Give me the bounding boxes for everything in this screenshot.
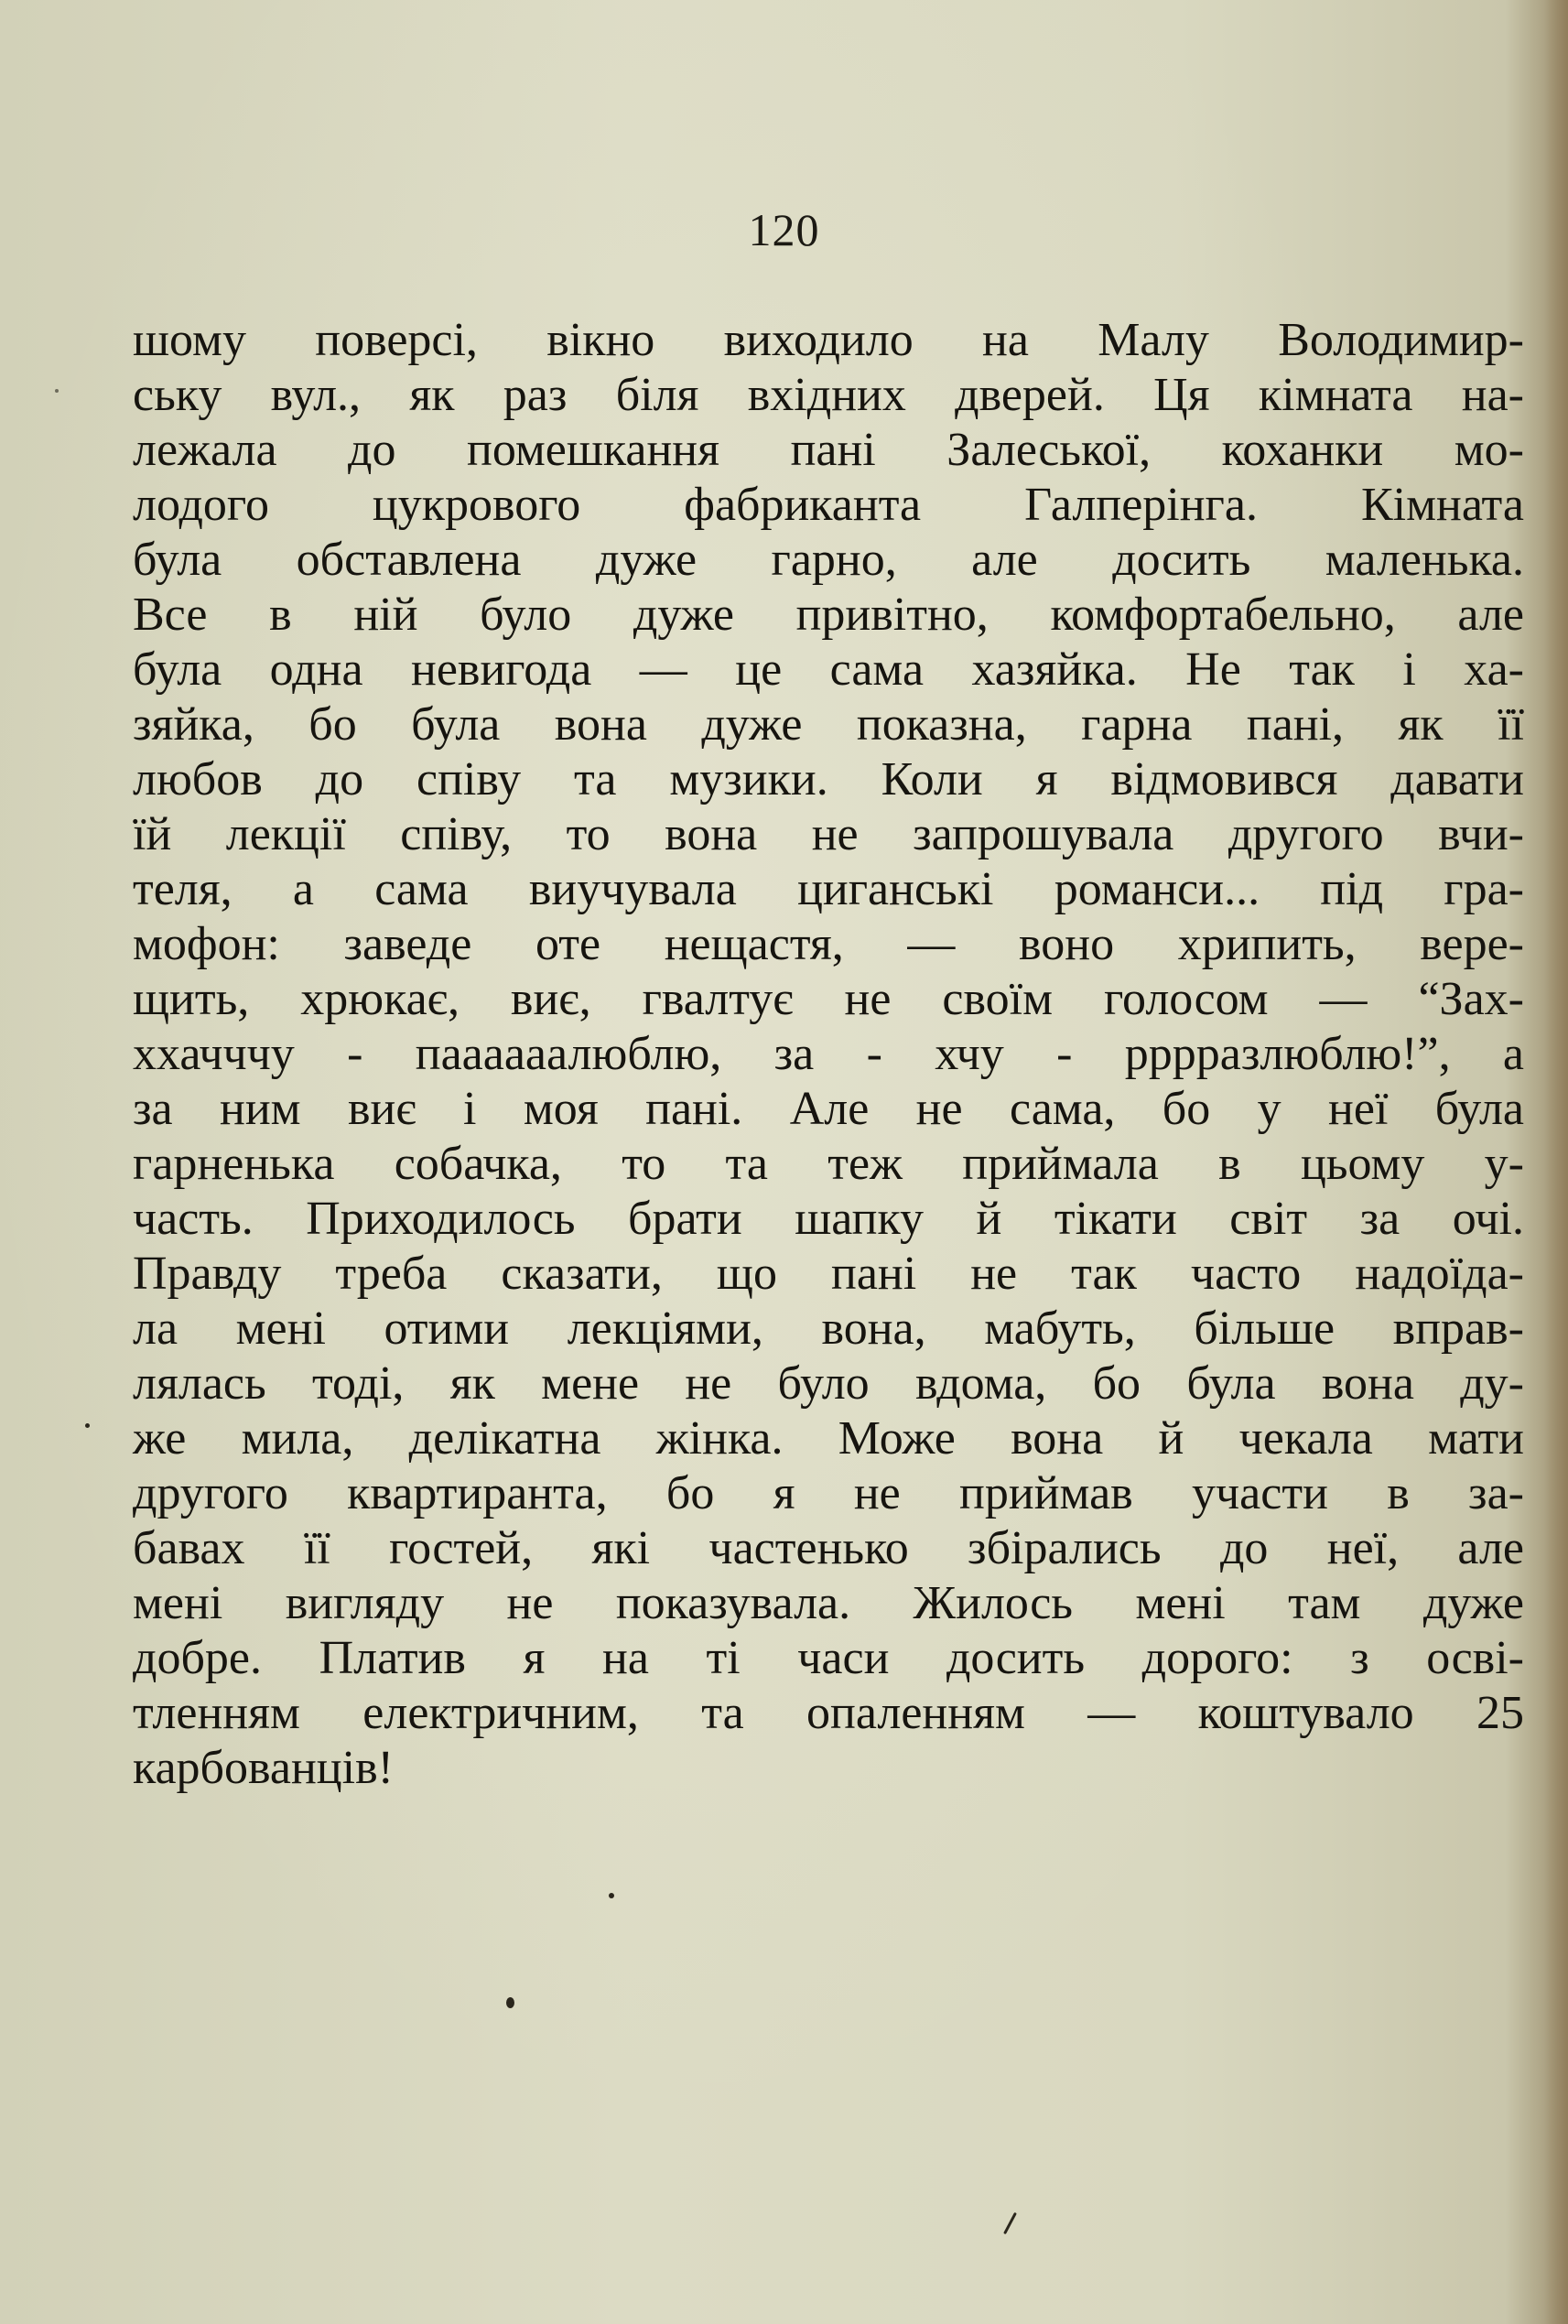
text-line: за ним виє і моя пані. Але не сама, бо у неї була: [133, 1083, 1524, 1135]
text-line: зяйка, бо була вона дуже показна, гарна пані, як її: [133, 698, 1524, 751]
text-line: другого квартиранта, бо я не приймав участи в за-: [133, 1467, 1524, 1519]
text-line: бавах її гостей, які частенько збірались до неї, але: [133, 1522, 1524, 1574]
paper-speck: [55, 389, 59, 393]
text-line: була обставлена дуже гарно, але досить маленька.: [133, 534, 1524, 586]
text-line: Все в ній було дуже привітно, комфортабельно, але: [133, 589, 1524, 641]
text-line: шому поверсі, вікно виходило на Малу Володимир-: [133, 314, 1524, 366]
text-line: лодого цукрового фабриканта Галперінга. Кімната: [133, 479, 1524, 531]
text-line: же мила, делікатна жінка. Може вона й чекала мати: [133, 1412, 1524, 1465]
text-line: добре. Платив я на ті часи досить дорого: з осві-: [133, 1632, 1524, 1684]
text-line: щить, хрюкає, виє, гвалтує не своїм голосом — “Зах-: [133, 973, 1524, 1025]
paper-speck: [85, 1423, 90, 1428]
text-line: ххачччу - паааааалюблю, за - хчу - рррразлюблю!”, а: [133, 1028, 1524, 1080]
paper-speck: [609, 1893, 614, 1898]
text-line: лежала до помешкання пані Залеської, коханки мо-: [133, 424, 1524, 476]
paper-speck: [1003, 2212, 1017, 2234]
text-line: їй лекції співу, то вона не запрошувала другого вчи-: [133, 808, 1524, 860]
page-edge-shadow: [1544, 0, 1568, 2324]
text-line: була одна невигода — це сама хазяйка. Не так і ха-: [133, 643, 1524, 696]
text-line: часть. Приходилось брати шапку й тікати світ за очі.: [133, 1193, 1524, 1245]
text-line: теля, а сама виучувала циганські романси... під гра-: [133, 863, 1524, 915]
text-line: карбованців!: [133, 1742, 394, 1794]
text-line: мені вигляду не показувала. Жилось мені там дуже: [133, 1577, 1524, 1629]
page-number: 120: [748, 204, 820, 255]
text-line: ську вул., як раз біля вхідних дверей. Ця кімната на-: [133, 369, 1524, 421]
text-line: ла мені отими лекціями, вона, мабуть, більше вправ-: [133, 1303, 1524, 1355]
text-line: любов до співу та музики. Коли я відмовився давати: [133, 753, 1524, 805]
text-line: лялась тоді, як мене не було вдома, бо була вона ду-: [133, 1357, 1524, 1410]
text-line: мофон: заведе оте нещастя, — воно хрипить, вере-: [133, 918, 1524, 970]
text-line: тленням електричним, та опаленням — коштувало 25: [133, 1687, 1524, 1739]
body-text: [133, 313, 1524, 1796]
text-line: Правду треба сказати, що пані не так часто надоїда-: [133, 1248, 1524, 1300]
text-line: гарненька собачка, то та теж приймала в цьому у-: [133, 1138, 1524, 1190]
paper-speck: [506, 1997, 514, 2008]
